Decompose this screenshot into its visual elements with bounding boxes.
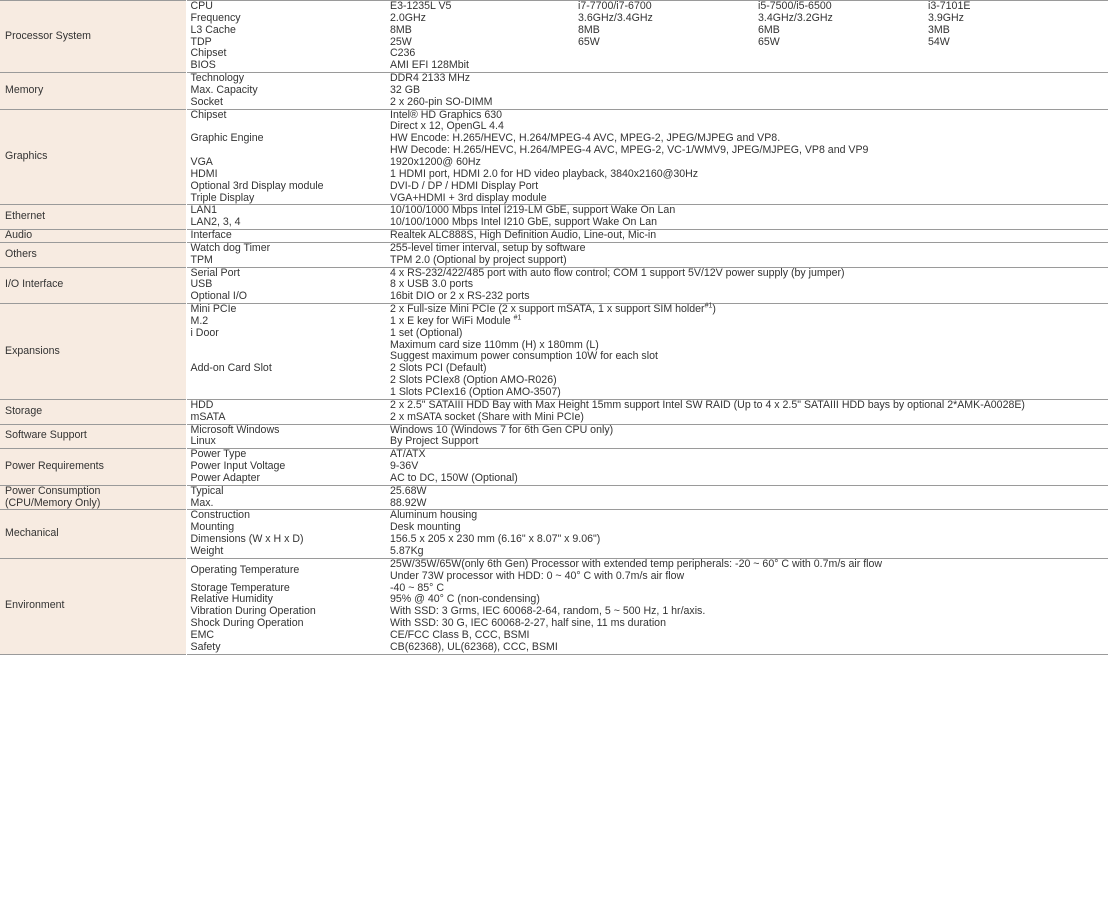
- feature-cell: [186, 558, 386, 582]
- feature-cell: [186, 60, 386, 72]
- value-cell: [386, 255, 1108, 267]
- category-label: Ethernet: [5, 210, 46, 223]
- model-value-cell: [386, 25, 574, 37]
- model-value: 2.0GHz: [390, 11, 426, 24]
- value-cell: [386, 217, 1108, 229]
- value-text: 4 x RS-232/422/485 port with auto flow control; COM 1 support 5V/12V power supply (by jumper): [390, 266, 845, 279]
- category-cell: [0, 109, 186, 205]
- value-text: CE/FCC Class B, CCC, BSMI: [390, 628, 530, 641]
- value-cell: [386, 230, 1108, 243]
- value-cell: [386, 73, 1108, 85]
- category-label: (CPU/Memory Only): [5, 496, 101, 509]
- feature-cell: [186, 304, 386, 316]
- feature-cell: [186, 267, 386, 279]
- feature-label: Chipset: [190, 47, 227, 60]
- value-text: AT/ATX: [390, 448, 426, 461]
- spec-group-power-requirements: [0, 449, 1108, 486]
- value-text: Windows 10 (Windows 7 for 6th Gen CPU only): [390, 423, 614, 436]
- value-text: 1920x1200@ 60Hz: [390, 155, 481, 168]
- spec-group-mechanical: [0, 510, 1108, 558]
- category-cell: [0, 510, 186, 558]
- value-line: [390, 316, 1108, 328]
- value-text: DDR4 2133 MHz: [390, 72, 471, 85]
- spec-row: [0, 304, 1108, 316]
- category-label: Environment: [5, 599, 65, 612]
- feature-label: Chipset: [190, 108, 227, 121]
- value-text: AMI EFI 128Mbit: [390, 59, 469, 72]
- feature-label: Construction: [190, 509, 250, 522]
- feature-cell: [186, 424, 386, 436]
- value-text: 2 x mSATA socket (Share with Mini PCIe): [390, 410, 584, 423]
- value-cell: [386, 412, 1108, 424]
- value-text: Maximum card size 110mm (H) x 180mm (L): [390, 338, 599, 351]
- value-cell: [386, 436, 1108, 448]
- spec-group-expansions: [0, 304, 1108, 400]
- value-cell: [386, 340, 1108, 400]
- feature-label: Vibration During Operation: [190, 605, 316, 618]
- value-text: 10/100/1000 Mbps Intel I219-LM GbE, support Wake On Lan: [390, 204, 676, 217]
- model-value-cell: [386, 13, 574, 25]
- spec-group-i-o-interface: [0, 267, 1108, 304]
- footnote-ref: #1: [704, 302, 713, 310]
- category-label: Processor System: [5, 29, 91, 42]
- feature-label: Add-on Card Slot: [190, 362, 272, 375]
- value-tail: ): [712, 303, 716, 316]
- model-value: 3MB: [928, 23, 950, 36]
- feature-label: mSATA: [190, 410, 226, 423]
- model-value: i7-7700/i7-6700: [578, 0, 652, 12]
- feature-label: TDP: [190, 35, 212, 48]
- feature-cell: [186, 498, 386, 510]
- value-cell: [386, 399, 1108, 411]
- feature-cell: [186, 109, 386, 121]
- value-text: Direct x 12, OpenGL 4.4: [390, 120, 504, 133]
- feature-label: Technology: [190, 72, 245, 85]
- feature-label: Interface: [190, 229, 232, 242]
- feature-label: LAN2, 3, 4: [190, 216, 241, 229]
- feature-label: Mounting: [190, 521, 235, 534]
- feature-cell: [186, 255, 386, 267]
- spec-row: [0, 449, 1108, 461]
- feature-cell: [186, 291, 386, 303]
- value-cell: [386, 48, 1108, 60]
- category-cell: [0, 205, 186, 230]
- category-cell: [0, 242, 186, 267]
- value-text: 156.5 x 205 x 230 mm (6.16" x 8.07" x 9.06"): [390, 533, 601, 546]
- spec-row: [0, 485, 1108, 497]
- value-cell: [386, 449, 1108, 461]
- model-value: 3.4GHz/3.2GHz: [758, 11, 833, 24]
- value-text: VGA+HDMI + 3rd display module: [390, 191, 547, 204]
- model-value: 3.9GHz: [928, 11, 964, 24]
- value-text: AC to DC, 150W (Optional): [390, 471, 518, 484]
- feature-label: CPU: [190, 0, 213, 12]
- feature-label: Typical: [190, 484, 224, 497]
- feature-cell: [186, 193, 386, 205]
- value-text: HW Decode: H.265/HEVC, H.264/MPEG-4 AVC, MPEG-2, VC-1/WMV9, JPEG/MJPEG, VP8 and VP9: [390, 144, 869, 157]
- value-text: 2 x 260-pin SO-DIMM: [390, 95, 493, 108]
- feature-cell: [186, 436, 386, 448]
- feature-cell: [186, 328, 386, 340]
- feature-label: Max. Capacity: [190, 83, 258, 96]
- feature-label: Microsoft Windows: [190, 423, 280, 436]
- spec-row: [0, 510, 1108, 522]
- feature-cell: [186, 242, 386, 254]
- feature-label: HDMI: [190, 167, 218, 180]
- value-cell: [386, 424, 1108, 436]
- value-text: 95% @ 40° C (non-condensing): [390, 593, 540, 606]
- value-cell: [386, 558, 1108, 582]
- feature-label: USB: [190, 278, 213, 291]
- category-cell: [0, 424, 186, 449]
- feature-label: Weight: [190, 544, 224, 557]
- model-value: i3-7101E: [928, 0, 971, 12]
- value-cell: [386, 181, 1108, 193]
- feature-cell: [186, 230, 386, 243]
- model-value-cell: [574, 37, 754, 49]
- spec-group-graphics: [0, 109, 1108, 205]
- spec-row: [0, 424, 1108, 436]
- category-label: Software Support: [5, 429, 87, 442]
- category-label: Memory: [5, 83, 44, 96]
- value-text: Desk mounting: [390, 521, 461, 534]
- category-label: Mechanical: [5, 527, 59, 540]
- value-cell: [386, 316, 1108, 328]
- feature-label: LAN1: [190, 204, 217, 217]
- value-text: DVI-D / DP / HDMI Display Port: [390, 179, 539, 192]
- value-cell: [386, 85, 1108, 97]
- spec-group-environment: [0, 558, 1108, 654]
- feature-cell: [186, 546, 386, 558]
- category-cell: [0, 230, 186, 243]
- feature-cell: [186, 25, 386, 37]
- category-cell: [0, 449, 186, 486]
- model-value: 3.6GHz/3.4GHz: [578, 11, 653, 24]
- category-cell: [0, 304, 186, 400]
- value-text: 2 Slots PCIex8 (Option AMO-R026): [390, 374, 557, 387]
- feature-label: EMC: [190, 628, 215, 641]
- category-label: Expansions: [5, 344, 60, 357]
- model-value-cell: [574, 25, 754, 37]
- value-cell: [386, 510, 1108, 522]
- feature-label: Watch dog Timer: [190, 241, 271, 254]
- category-label: I/O Interface: [5, 278, 64, 291]
- spec-group-power-consumption-cpu-memory-only: [0, 485, 1108, 510]
- value-text: 8 x USB 3.0 ports: [390, 278, 474, 291]
- feature-label: Storage Temperature: [190, 581, 290, 594]
- feature-label: Dimensions (W x H x D): [190, 533, 304, 546]
- spec-row: [0, 399, 1108, 411]
- feature-label: HDD: [190, 398, 214, 411]
- value-text: 9-36V: [390, 460, 419, 473]
- feature-label: M.2: [190, 314, 209, 327]
- value-text: -40 ~ 85° C: [390, 581, 444, 594]
- value-text: 16bit DIO or 2 x RS-232 ports: [390, 290, 530, 303]
- value-text: With SSD: 3 Grms, IEC 60068-2-64, random, 5 ~ 500 Hz, 1 hr/axis.: [390, 605, 706, 618]
- model-value: 25W: [390, 35, 412, 48]
- value-cell: [386, 473, 1108, 485]
- value-text: 1 set (Optional): [390, 326, 463, 339]
- value-text: 5.87Kg: [390, 544, 424, 557]
- category-cell: [0, 267, 186, 304]
- feature-label: Frequency: [190, 11, 241, 24]
- value-text: C236: [390, 47, 416, 60]
- feature-cell: [186, 217, 386, 229]
- feature-label: Socket: [190, 95, 223, 108]
- feature-cell: [186, 97, 386, 109]
- spec-group-software-support: [0, 424, 1108, 449]
- feature-label: Power Adapter: [190, 471, 260, 484]
- category-label: Power Requirements: [5, 460, 104, 473]
- value-cell: [386, 121, 1108, 157]
- value-text: 255-level timer interval, setup by software: [390, 241, 586, 254]
- spec-group-ethernet: [0, 205, 1108, 230]
- spec-row: [0, 558, 1108, 582]
- category-label: Power Consumption: [5, 484, 101, 497]
- value-text: 25.68W: [390, 484, 427, 497]
- value-cell: [386, 546, 1108, 558]
- model-value: 65W: [578, 35, 600, 48]
- value-text: HW Encode: H.265/HEVC, H.264/MPEG-4 AVC, MPEG-2, JPEG/MJPEG and VP8.: [390, 132, 781, 145]
- feature-label: Optional 3rd Display module: [190, 179, 324, 192]
- category-cell: [0, 399, 186, 424]
- spec-group-memory: [0, 73, 1108, 110]
- spec-row: [0, 73, 1108, 85]
- value-text: By Project Support: [390, 435, 479, 448]
- category-label: Storage: [5, 404, 43, 417]
- value-text: 10/100/1000 Mbps Intel I210 GbE, support Wake On Lan: [390, 216, 657, 229]
- feature-cell: [186, 473, 386, 485]
- model-value-cell: [924, 37, 1108, 49]
- feature-cell: [186, 412, 386, 424]
- spec-row: [0, 242, 1108, 254]
- spec-row: [0, 230, 1108, 243]
- value-text: TPM 2.0 (Optional by project support): [390, 253, 567, 266]
- value-text: 88.92W: [390, 496, 427, 509]
- feature-label: Optional I/O: [190, 290, 248, 303]
- value-text: 1 HDMI port, HDMI 2.0 for HD video playback, 3840x2160@30Hz: [390, 167, 699, 180]
- footnote-ref: #1: [513, 314, 522, 322]
- spec-group-audio: [0, 230, 1108, 243]
- spec-row: [0, 267, 1108, 279]
- value-text: Aluminum housing: [390, 509, 478, 522]
- feature-label: Max.: [190, 496, 214, 509]
- value-text: Intel® HD Graphics 630: [390, 108, 503, 121]
- model-value: 6MB: [758, 23, 780, 36]
- feature-label: Graphic Engine: [190, 132, 264, 145]
- feature-cell: [186, 340, 386, 400]
- value-text: 2 x 2.5" SATAIII HDD Bay with Max Height 15mm support Intel SW RAID (Up to 4 x 2.5" SATAIII HDD bays by optional 2*AMK-A0028E): [390, 398, 1025, 411]
- feature-label: Safety: [190, 640, 221, 653]
- value-cell: [386, 169, 1108, 181]
- model-value: 65W: [758, 35, 780, 48]
- spec-group-others: [0, 242, 1108, 267]
- feature-label: L3 Cache: [190, 23, 236, 36]
- value-cell: [386, 642, 1108, 654]
- category-cell: [0, 558, 186, 654]
- value-cell: [386, 485, 1108, 497]
- feature-label: Shock During Operation: [190, 617, 304, 630]
- model-value-cell: [924, 25, 1108, 37]
- feature-cell: [186, 618, 386, 630]
- value-cell: [386, 498, 1108, 510]
- category-cell: [0, 73, 186, 110]
- feature-label: Relative Humidity: [190, 593, 273, 606]
- value-cell: [386, 193, 1108, 205]
- spec-group-processor-system: [0, 1, 1108, 73]
- feature-label: BIOS: [190, 59, 216, 72]
- value-cell: [386, 291, 1108, 303]
- model-value: E3-1235L V5: [390, 0, 452, 12]
- category-cell: [0, 1, 186, 73]
- value-cell: [386, 97, 1108, 109]
- model-value: 8MB: [578, 23, 600, 36]
- value-text: 1 Slots PCIex16 (Option AMO-3507): [390, 386, 561, 398]
- category-label: Graphics: [5, 150, 48, 163]
- category-cell: [0, 485, 186, 510]
- feature-cell: [186, 642, 386, 654]
- feature-label: Power Type: [190, 448, 247, 461]
- value-text: Realtek ALC888S, High Definition Audio, Line-out, Mic-in: [390, 229, 657, 242]
- model-value-cell: [574, 13, 754, 25]
- feature-cell: [186, 48, 386, 60]
- value-cell: [386, 630, 1108, 642]
- value-text: 32 GB: [390, 83, 421, 96]
- spec-row: [0, 109, 1108, 121]
- value-text: Suggest maximum power consumption 10W for each slot: [390, 350, 658, 363]
- model-value-cell: [754, 37, 924, 49]
- value-cell: [386, 534, 1108, 546]
- value-text: 25W/35W/65W(only 6th Gen) Processor with extended temp peripherals: -20 ~ 60° C with 0.7m/s air flow: [390, 557, 883, 570]
- feature-label: Linux: [190, 435, 216, 448]
- feature-label: Serial Port: [190, 266, 240, 279]
- category-label: Audio: [5, 229, 33, 242]
- value-text: 2 Slots PCI (Default): [390, 362, 487, 375]
- value-cell: [386, 328, 1108, 340]
- feature-label: TPM: [190, 253, 213, 266]
- feature-label: Triple Display: [190, 191, 255, 204]
- feature-label: VGA: [190, 155, 213, 168]
- model-value: 54W: [928, 35, 950, 48]
- category-label: Others: [5, 247, 37, 260]
- value-cell: [386, 267, 1108, 279]
- feature-label: i Door: [190, 326, 219, 339]
- feature-label: Mini PCIe: [190, 303, 237, 316]
- value-text: With SSD: 30 G, IEC 60068-2-27, half sine, 11 ms duration: [390, 617, 666, 630]
- feature-label: Power Input Voltage: [190, 460, 286, 473]
- value-text: 1 x E key for WiFi Module: [390, 314, 514, 327]
- feature-cell: [186, 121, 386, 157]
- value-text: Under 73W processor with HDD: 0 ~ 40° C with 0.7m/s air flow: [390, 569, 685, 582]
- value-cell: [386, 60, 1108, 72]
- feature-label: Operating Temperature: [190, 563, 300, 576]
- value-cell: [386, 242, 1108, 254]
- model-value-cell: [924, 13, 1108, 25]
- feature-cell: [186, 485, 386, 497]
- spec-group-storage: [0, 399, 1108, 424]
- value-text: CB(62368), UL(62368), CCC, BSMI: [390, 640, 558, 653]
- value-text: 2 x Full-size Mini PCIe (2 x support mSATA, 1 x support SIM holder: [390, 303, 705, 316]
- model-value: i5-7500/i5-6500: [758, 0, 832, 12]
- model-value: 8MB: [390, 23, 412, 36]
